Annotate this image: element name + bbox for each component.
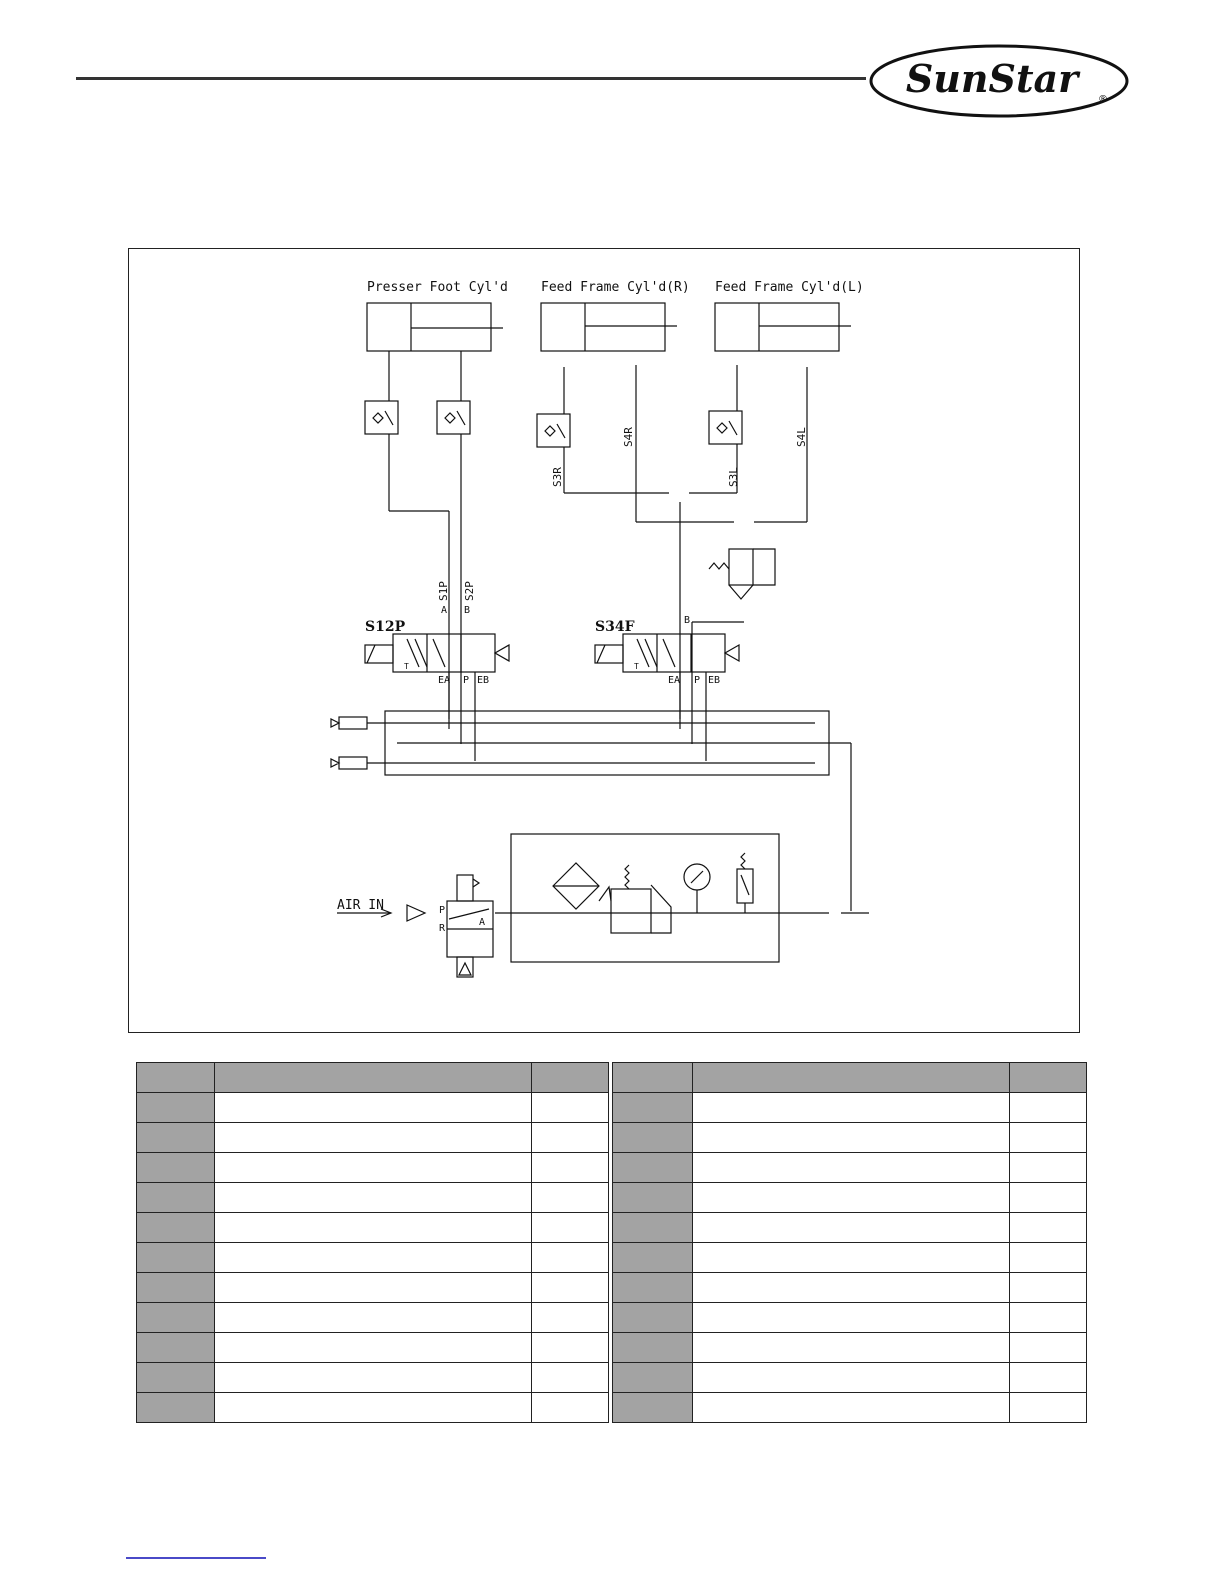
table-row xyxy=(137,1123,609,1153)
flow-control-3 xyxy=(537,414,570,447)
table-row xyxy=(137,1393,609,1423)
feed-frame-r-label: Feed Frame Cyl'd(R) xyxy=(541,280,690,295)
table-row xyxy=(137,1243,609,1273)
table-row xyxy=(613,1303,1087,1333)
pneumatic-schematic xyxy=(129,249,1081,1034)
presser-foot-label: Presser Foot Cyl'd xyxy=(367,280,508,295)
line-s2p-label: S2P xyxy=(463,581,476,601)
muffler-2 xyxy=(339,757,367,769)
s12p-port-eb: EB xyxy=(477,675,490,686)
presser-foot-cylinder xyxy=(367,303,491,351)
s12p-port-p: P xyxy=(463,675,470,686)
table-row xyxy=(137,1363,609,1393)
table-row xyxy=(137,1093,609,1123)
parts-table-right xyxy=(612,1062,1087,1423)
table-header-row xyxy=(613,1063,1087,1093)
s34f-label: S34F xyxy=(595,619,635,635)
line-s4r-label: S4R xyxy=(622,427,635,447)
logo-wordmark: SunStar xyxy=(905,56,1079,101)
s34f-port-b: B xyxy=(684,615,691,626)
shutoff-port-a: A xyxy=(479,917,486,928)
sunstar-logo xyxy=(868,44,1130,118)
flow-control-1 xyxy=(365,401,398,434)
parts-tables xyxy=(136,1062,1088,1434)
feed-frame-l-label: Feed Frame Cyl'd(L) xyxy=(715,280,864,295)
table-row xyxy=(613,1183,1087,1213)
header-rule xyxy=(76,77,866,80)
table-row xyxy=(613,1273,1087,1303)
line-s3l-label: S3L xyxy=(727,467,740,487)
line-s4l-label: S4L xyxy=(795,427,808,447)
pneumatic-diagram xyxy=(128,248,1080,1033)
table-row xyxy=(613,1333,1087,1363)
shutoff-port-p: P xyxy=(439,905,446,916)
table-row xyxy=(613,1153,1087,1183)
table-row xyxy=(613,1213,1087,1243)
line-s1p-label: S1P xyxy=(437,581,450,601)
table-row xyxy=(137,1213,609,1243)
table-row xyxy=(613,1123,1087,1153)
air-service-unit xyxy=(511,834,779,962)
s34f-port-eb: EB xyxy=(708,675,721,686)
air-in-label: AIR IN xyxy=(337,898,384,913)
muffler-1 xyxy=(339,717,367,729)
flow-control-4 xyxy=(709,411,742,444)
table-row xyxy=(137,1303,609,1333)
regulator xyxy=(611,889,651,933)
footer-link-rule xyxy=(126,1557,266,1559)
table-row xyxy=(613,1393,1087,1423)
table-row xyxy=(613,1093,1087,1123)
s34f-port-ea: EA xyxy=(668,675,681,686)
feed-frame-r-cylinder xyxy=(541,303,665,351)
shutoff-port-r: R xyxy=(439,923,446,934)
s12p-port-b: B xyxy=(464,605,471,616)
s12p-port-a: A xyxy=(441,605,448,616)
parts-table-left xyxy=(136,1062,609,1423)
s34f-port-p: P xyxy=(694,675,701,686)
table-row xyxy=(613,1363,1087,1393)
s12p-port-ea: EA xyxy=(438,675,451,686)
line-s3r-label: S3R xyxy=(551,467,564,487)
s34f-port-t: T xyxy=(634,662,639,671)
table-row xyxy=(137,1183,609,1213)
registered-mark: ® xyxy=(1098,94,1108,105)
feed-frame-l-cylinder xyxy=(715,303,839,351)
s12p-label: S12P xyxy=(365,619,406,635)
flow-control-2 xyxy=(437,401,470,434)
table-row xyxy=(613,1243,1087,1273)
table-row xyxy=(137,1153,609,1183)
table-row xyxy=(137,1273,609,1303)
table-header-row xyxy=(137,1063,609,1093)
table-row xyxy=(137,1333,609,1363)
s12p-port-t: T xyxy=(404,662,409,671)
